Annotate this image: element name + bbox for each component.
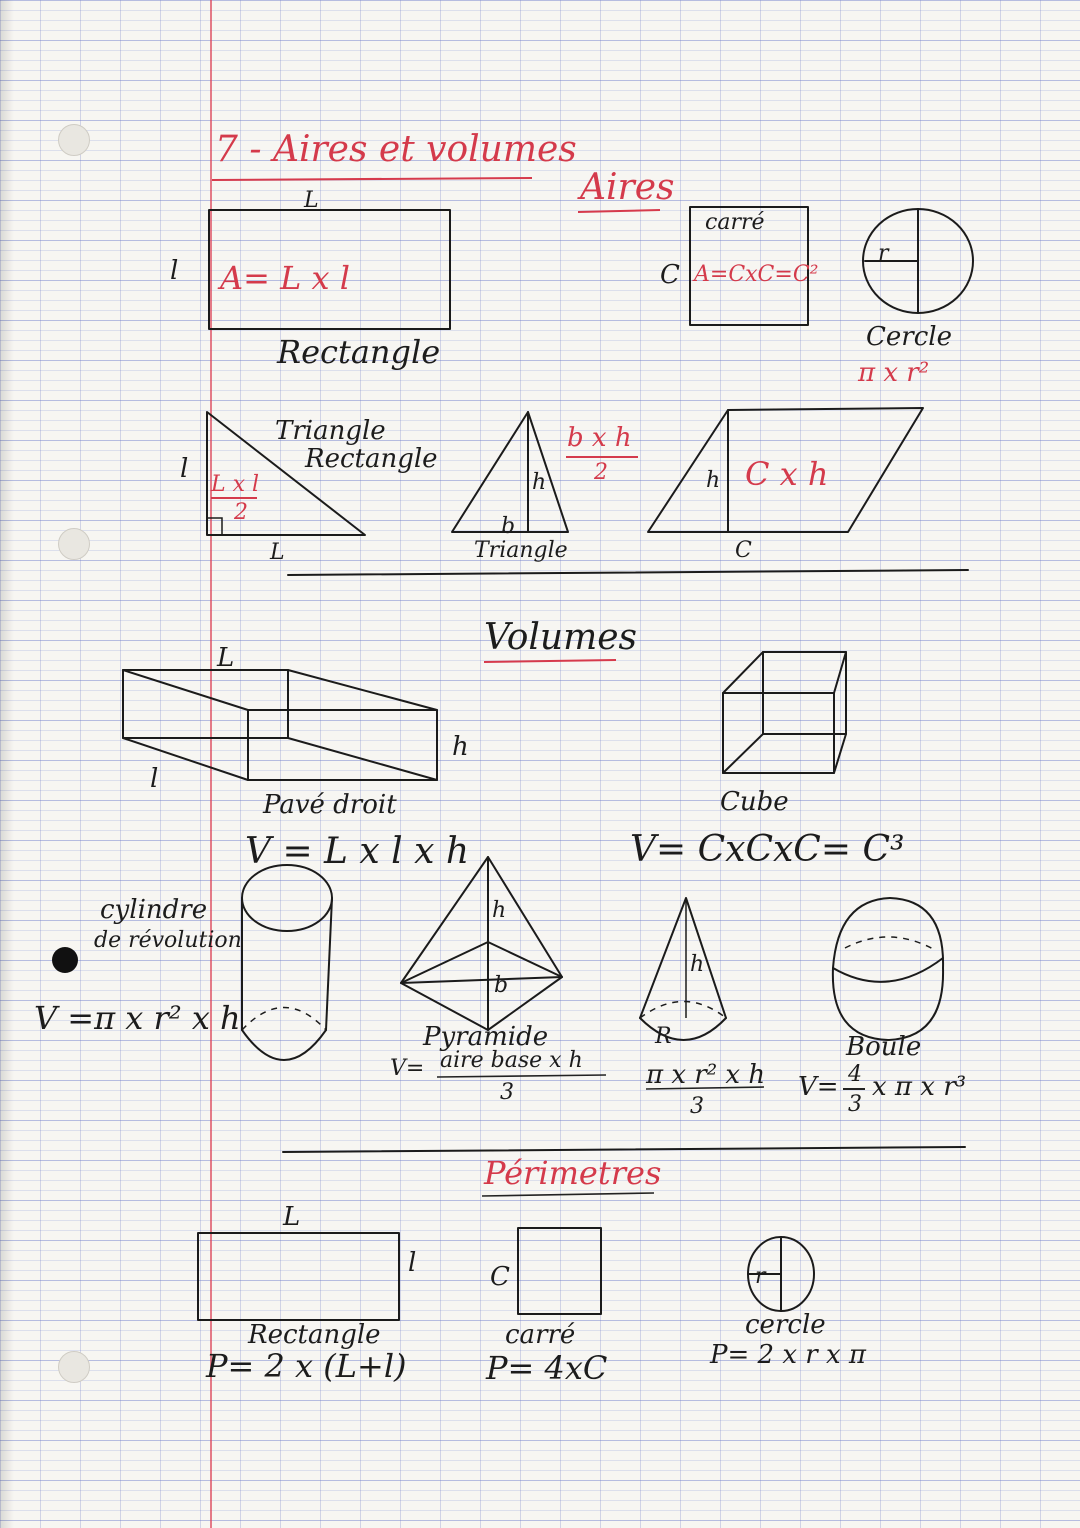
cylinder-shape — [242, 865, 332, 1060]
parallelogram-area-formula: C x h — [745, 455, 829, 493]
sphere-frac-num: 4 — [848, 1062, 862, 1087]
parallelogram-base-label: C — [735, 538, 752, 563]
sphere-formula-prefix: V= — [798, 1072, 839, 1102]
right-triangle-name-2: Rectangle — [305, 444, 438, 474]
perimeter-rectangle-formula: P= 2 x (L+l) — [206, 1347, 407, 1385]
rectangle-length-label: L — [304, 188, 319, 213]
title-underline — [212, 178, 532, 180]
pyramid-base-label: b — [494, 973, 509, 998]
section-separator — [288, 570, 968, 575]
rectangle-name: Rectangle — [277, 333, 441, 371]
page-title: 7 - Aires et volumes — [215, 129, 577, 170]
aires-underline — [578, 210, 660, 212]
perimeter-rectangle-width-label: l — [408, 1248, 417, 1278]
triangle-name: Triangle — [474, 538, 568, 563]
pyramid-formula-prefix: V= — [390, 1056, 425, 1081]
sphere-frac-den: 3 — [848, 1092, 862, 1117]
cuboid-length-label: L — [217, 643, 235, 673]
cone-height-label: h — [690, 952, 705, 977]
triangle-height-label: h — [532, 470, 547, 495]
right-triangle-name-1: Triangle — [275, 416, 386, 446]
cuboid-shape — [123, 670, 437, 780]
pyramid-fraction-bar — [437, 1075, 606, 1077]
cylinder-name-2: de révolution — [94, 928, 242, 953]
cone-formula-den: 3 — [690, 1094, 704, 1119]
cube-name: Cube — [720, 787, 789, 817]
right-triangle-fraction-bar — [211, 497, 257, 499]
perimeter-square-formula: P= 4xC — [486, 1349, 608, 1387]
parallelogram-height-label: h — [706, 468, 721, 493]
sphere-formula-rest: x π x r³ — [872, 1072, 967, 1102]
right-triangle-side-label: l — [180, 454, 189, 484]
perimeter-square-name: carré — [505, 1320, 576, 1350]
sphere-shape — [833, 898, 943, 1040]
triangle-formula-num: b x h — [567, 423, 632, 453]
section-separator — [283, 1147, 965, 1152]
perimeter-circle-radius-label: r — [755, 1264, 766, 1289]
right-triangle-base-label: L — [270, 540, 285, 565]
square-side-label: C — [660, 260, 680, 290]
volumes-underline — [484, 660, 616, 662]
circle-name: Cercle — [866, 322, 952, 352]
cone-formula-num: π x r² x h — [646, 1060, 766, 1090]
pyramid-formula-den: 3 — [500, 1080, 514, 1105]
sphere-name: Boule — [846, 1032, 922, 1062]
pyramid-name: Pyramide — [423, 1022, 549, 1052]
perimeter-circle-name: cercle — [745, 1310, 826, 1340]
triangle-fraction-bar — [566, 456, 638, 458]
perimetres-underline — [482, 1193, 654, 1196]
cylinder-volume-formula: V =π x r² x h — [34, 999, 241, 1037]
cuboid-width-label: l — [150, 764, 159, 794]
cuboid-height-label: h — [452, 732, 469, 762]
perimeter-rectangle-name: Rectangle — [248, 1320, 381, 1350]
section-heading-volumes: Volumes — [484, 617, 637, 658]
perimeter-rectangle-length-label: L — [283, 1202, 301, 1232]
perimeter-square-shape — [518, 1228, 601, 1314]
perimeter-circle-formula: P= 2 x r x π — [710, 1340, 866, 1370]
right-triangle-formula-den: 2 — [234, 500, 248, 525]
triangle-formula-den: 2 — [594, 460, 608, 485]
triangle-base-label: b — [501, 514, 516, 539]
square-name: carré — [705, 210, 765, 235]
perimeter-rectangle-shape — [198, 1233, 399, 1320]
pyramid-height-label: h — [492, 898, 507, 923]
rectangle-width-label: l — [170, 256, 179, 286]
cone-radius-label: R — [655, 1024, 672, 1049]
circle-area-formula: π x r² — [858, 358, 930, 388]
square-area-formula: A=CxC=C² — [694, 262, 819, 287]
cuboid-volume-formula: V = L x l x h — [245, 831, 470, 872]
section-heading-perimetres: Périmetres — [484, 1154, 662, 1192]
pyramid-shape — [401, 857, 562, 1030]
right-triangle-formula-num: L x l — [211, 472, 260, 497]
cuboid-name: Pavé droit — [263, 790, 397, 820]
cube-shape — [723, 652, 846, 773]
cylinder-name-1: cylindre — [100, 895, 208, 925]
rectangle-area-formula: A= L x l — [220, 259, 350, 297]
section-heading-aires: Aires — [580, 167, 675, 208]
perimeter-square-side-label: C — [490, 1262, 510, 1292]
sphere-fraction-bar — [843, 1088, 865, 1090]
cone-shape — [640, 898, 726, 1040]
cube-volume-formula: V= CxCxC= C³ — [630, 829, 905, 870]
circle-radius-label: r — [878, 241, 889, 266]
pyramid-formula-num: aire base x h — [440, 1048, 583, 1073]
